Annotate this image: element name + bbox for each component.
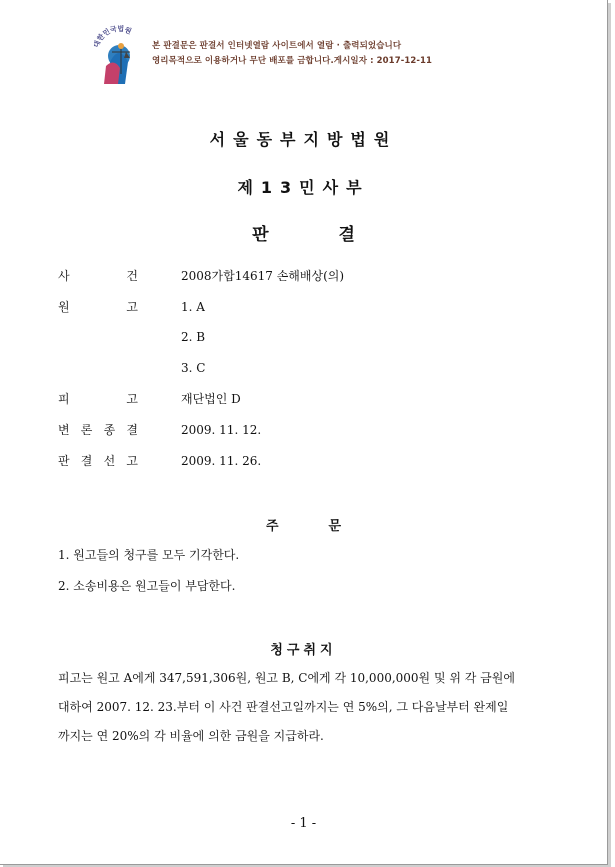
download-notice bbox=[152, 39, 432, 69]
order-item: 1. 원고들의 청구를 모두 기각한다. bbox=[58, 548, 240, 562]
svg-text:대한민국법원: 대한민국법원 bbox=[92, 24, 133, 49]
notice-line-1: 본 판결문은 판결서 인터넷열람 사이트에서 열람 · 출력되었습니다 bbox=[152, 41, 402, 51]
case-label: 사 건 bbox=[58, 269, 138, 283]
division-name: 제13민사부 bbox=[237, 178, 370, 197]
claim-line: 피고는 원고 A에게 347,591,306원, 원고 B, C에게 각 10,000,000원 및 위 각 금원에 bbox=[58, 671, 515, 685]
claim-line: 까지는 연 20%의 각 비율에 의한 금원을 지급하라. bbox=[58, 729, 324, 743]
plaintiff-label: 원 고 bbox=[58, 300, 138, 314]
order-title: 주 문 bbox=[265, 519, 342, 534]
title-left: 판 bbox=[252, 225, 269, 245]
claim-title: 청구취지 bbox=[270, 643, 337, 658]
page-number: - 1 - bbox=[290, 816, 317, 831]
case-value: 2008가합14617 손해배상(의) bbox=[181, 269, 345, 283]
defendant-value: 재단법인 D bbox=[181, 392, 241, 406]
closing-date-value: 2009. 11. 12. bbox=[181, 423, 262, 437]
document-title bbox=[0, 220, 607, 245]
plaintiff-value: 3. C bbox=[181, 361, 206, 375]
notice-line-2: 영리목적으로 이용하거나 무단 배포를 금합니다.게시일자 : 2017-12-11 bbox=[152, 56, 433, 66]
order-item: 2. 소송비용은 원고들이 부담한다. bbox=[58, 579, 236, 593]
court-name: 서울동부지방법원 bbox=[209, 130, 398, 149]
judgment-date-value: 2009. 11. 26. bbox=[181, 454, 262, 468]
judgment-date-label: 판 결 선 고 bbox=[58, 454, 138, 468]
court-justice-logo-icon bbox=[90, 22, 148, 88]
claim-line: 대하여 2007. 12. 23.부터 이 사건 판결선고일까지는 연 5%의, 그 다음날부터 완제일 bbox=[58, 700, 509, 714]
closing-date-label: 변 론 종 결 bbox=[58, 423, 138, 437]
title-right: 결 bbox=[338, 225, 355, 245]
claim-paragraph bbox=[58, 664, 558, 751]
plaintiff-value: 1. A bbox=[181, 300, 205, 314]
plaintiff-value: 2. B bbox=[181, 330, 206, 344]
defendant-label: 피 고 bbox=[58, 392, 138, 406]
